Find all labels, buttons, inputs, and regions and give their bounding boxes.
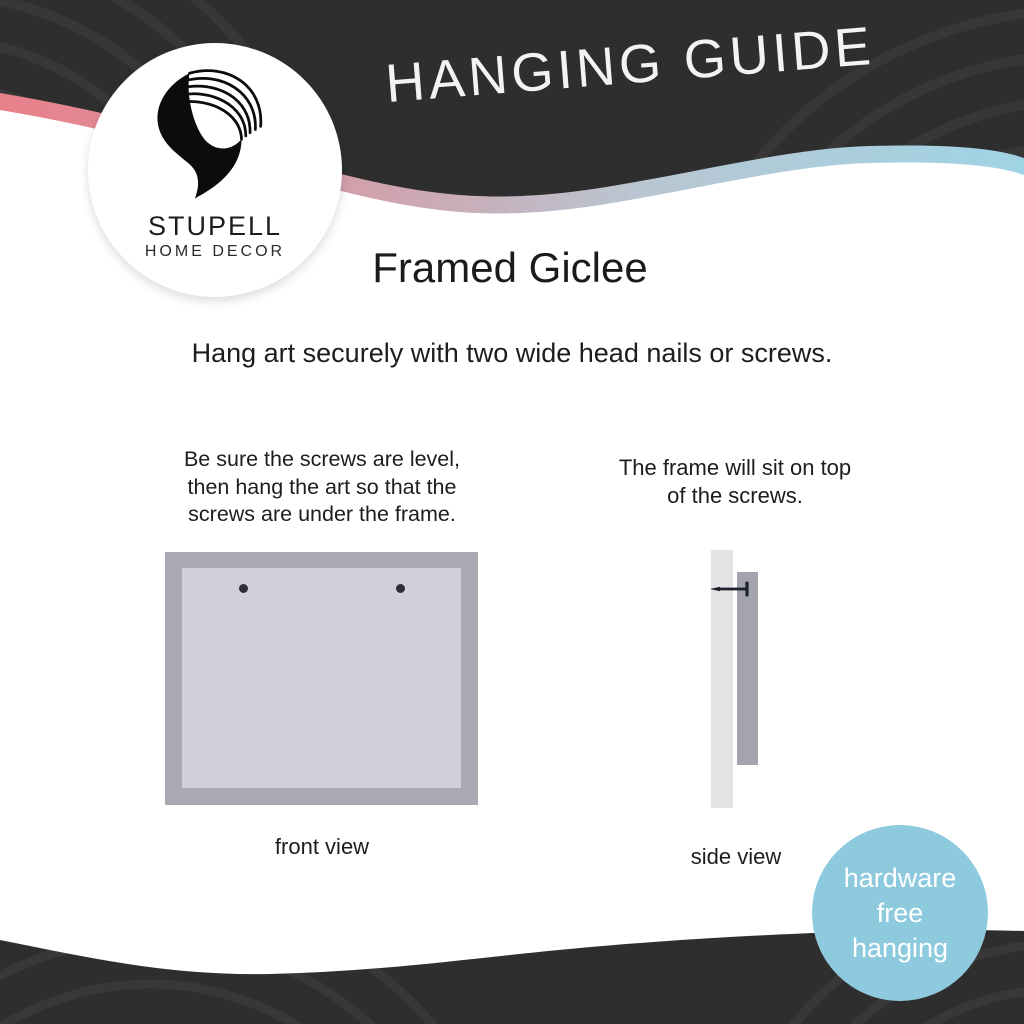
front-view-caption: front view (274, 834, 370, 859)
screw-dot-left (239, 584, 248, 593)
hardware-free-badge (812, 825, 988, 1001)
brand-tagline: HOME DECOR (144, 243, 286, 260)
front-note-line: Be sure the screws are level, (183, 447, 461, 471)
side-note-line: of the screws. (667, 482, 803, 508)
page-title: HANGING GUIDE (383, 15, 877, 115)
front-note-line: then hang the art so that the (187, 474, 457, 499)
nail-icon (708, 580, 754, 598)
front-view-art-area (182, 568, 461, 788)
side-note-line: The frame will sit on top (618, 455, 852, 480)
brand-name: STUPELL (147, 211, 283, 241)
screw-dot-right (396, 584, 405, 593)
stupell-s-swoosh-icon (150, 69, 280, 207)
front-note-line: screws are under the frame. (188, 502, 456, 526)
side-view-note (585, 454, 885, 509)
brand-logo-badge (88, 43, 342, 297)
front-view-frame-diagram (165, 552, 478, 805)
badge-line: hanging (851, 932, 949, 963)
front-view-note (152, 446, 492, 529)
badge-line: hardware (843, 862, 957, 893)
side-view-caption: side view (690, 844, 782, 869)
intro-instruction: Hang art securely with two wide head nails or screws. (191, 338, 833, 368)
badge-line: free (876, 897, 924, 928)
product-type-title: Framed Giclee (372, 244, 648, 291)
side-view-frame-bar (737, 572, 758, 765)
